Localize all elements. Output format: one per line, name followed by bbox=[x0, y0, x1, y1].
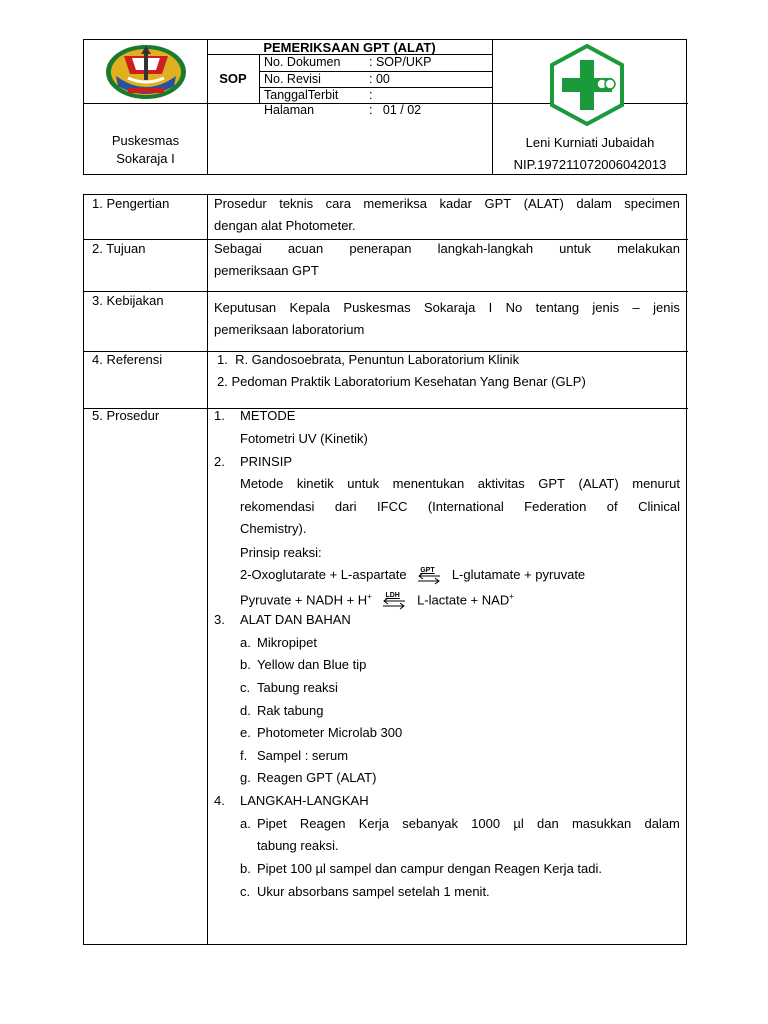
equilibrium-arrow-icon bbox=[416, 566, 442, 583]
langkah-title: LANGKAH-LANGKAH bbox=[240, 793, 369, 808]
word: µl bbox=[513, 816, 524, 831]
langkah-c: Ukur absorbans sampel setelah 1 menit. bbox=[257, 884, 490, 899]
word: aktivitas bbox=[477, 476, 525, 491]
list-item: Reagen GPT (ALAT) bbox=[257, 770, 377, 785]
reaction-label: Prinsip reaksi: bbox=[240, 545, 322, 560]
kebijakan-line-2: pemeriksaan laboratorium bbox=[214, 322, 365, 337]
word: masukkan bbox=[571, 816, 632, 831]
meta-key-revisi: No. Revisi bbox=[264, 72, 321, 86]
meta-value-dokumen: : SOP/UKP bbox=[369, 55, 432, 69]
section-label-kebijakan: 3. Kebijakan bbox=[92, 293, 164, 308]
divider bbox=[84, 408, 688, 409]
word: kinetik bbox=[296, 476, 334, 491]
meta-value-halaman: : 01 / 02 bbox=[369, 103, 422, 117]
word: melakukan bbox=[617, 241, 680, 256]
word: Keputusan bbox=[214, 300, 277, 315]
word: Clinical bbox=[638, 499, 680, 514]
divider bbox=[84, 291, 688, 292]
meta-key: No. Dokumen bbox=[264, 55, 341, 69]
meta-row-dokumen bbox=[264, 55, 340, 70]
list-marker: 4. bbox=[214, 793, 225, 808]
prinsip-line-1 bbox=[240, 476, 680, 492]
word: IFCC bbox=[377, 499, 408, 514]
word: (International bbox=[427, 499, 504, 514]
equilibrium-arrow-icon bbox=[381, 591, 407, 608]
header-table bbox=[83, 39, 687, 175]
arrow-icon bbox=[416, 571, 442, 585]
word: acuan bbox=[287, 241, 324, 256]
word: dalam bbox=[576, 196, 612, 211]
word: cara bbox=[325, 196, 351, 211]
list-item: Photometer Microlab 300 bbox=[257, 725, 403, 740]
word: GPT bbox=[484, 196, 512, 211]
word: dari bbox=[334, 499, 357, 514]
puskesmas-logo bbox=[544, 42, 630, 128]
reactants: 2-Oxoglutarate + L-aspartate bbox=[240, 567, 407, 582]
word: jenis bbox=[592, 300, 620, 315]
word: Puskesmas bbox=[343, 300, 411, 315]
word: (ALAT) bbox=[523, 196, 564, 211]
word: penerapan bbox=[349, 241, 412, 256]
meta-key-terbit: TanggalTerbit bbox=[264, 88, 339, 102]
list-marker: a. bbox=[240, 635, 251, 650]
products: L-glutamate + pyruvate bbox=[451, 567, 586, 582]
reaction-equation-2 bbox=[240, 589, 514, 608]
section-label-prosedur: 5. Prosedur bbox=[92, 408, 160, 423]
alat-title: ALAT DAN BAHAN bbox=[240, 612, 351, 627]
superscript: + bbox=[367, 592, 372, 601]
word: langkah-langkah bbox=[437, 241, 534, 256]
list-marker: c. bbox=[240, 884, 251, 899]
meta-value-revisi: : 00 bbox=[369, 72, 390, 86]
list-marker: a. bbox=[240, 816, 251, 831]
section-label-referensi: 4. Referensi bbox=[92, 352, 163, 367]
signer-block bbox=[492, 132, 688, 176]
signer-nip: NIP.197211072006042013 bbox=[513, 157, 667, 172]
langkah-a-line-2: tabung reaksi. bbox=[257, 838, 339, 853]
word: tentang bbox=[535, 300, 580, 315]
list-item: Tabung reaksi bbox=[257, 680, 338, 695]
word: teknis bbox=[279, 196, 314, 211]
word: kadar bbox=[439, 196, 472, 211]
procedure-table bbox=[83, 194, 687, 945]
regency-emblem-logo bbox=[102, 42, 190, 102]
pengertian-line-2: dengan alat Photometer. bbox=[214, 218, 356, 233]
word: menentukan bbox=[392, 476, 465, 491]
word: – bbox=[632, 300, 640, 315]
list-item: Rak tabung bbox=[257, 703, 324, 718]
metode-title: METODE bbox=[240, 408, 296, 423]
word: Federation bbox=[524, 499, 587, 514]
tujuan-line-2: pemeriksaan GPT bbox=[214, 263, 319, 278]
prinsip-line-2 bbox=[240, 499, 680, 515]
divider bbox=[207, 195, 208, 944]
word: dalam bbox=[644, 816, 680, 831]
word: I bbox=[488, 300, 493, 315]
reference-item: 1. R. Gandosoebrata, Penuntun Laboratorium Klinik bbox=[217, 352, 520, 367]
signer-name: Leni Kurniati Jubaidah bbox=[525, 135, 655, 150]
word: menurut bbox=[632, 476, 680, 491]
langkah-a-line-1 bbox=[257, 816, 680, 832]
word: Kerja bbox=[358, 816, 390, 831]
word: (ALAT) bbox=[578, 476, 619, 491]
list-marker: b. bbox=[240, 657, 251, 672]
list-marker: g. bbox=[240, 770, 251, 785]
list-marker: 2. bbox=[214, 454, 225, 469]
reference-item: 2. Pedoman Praktik Laboratorium Kesehatan Yang Benar (GLP) bbox=[217, 374, 586, 389]
kebijakan-line-1 bbox=[214, 300, 680, 316]
word: rekomendasi bbox=[240, 499, 315, 514]
list-marker: f. bbox=[240, 748, 248, 763]
enzyme-label: GPT bbox=[420, 566, 435, 574]
word: Prosedur bbox=[214, 196, 267, 211]
section-label-pengertian: 1. Pengertian bbox=[92, 196, 170, 211]
word: Metode bbox=[240, 476, 284, 491]
word: dan bbox=[537, 816, 559, 831]
word: jenis bbox=[653, 300, 680, 315]
list-marker: e. bbox=[240, 725, 251, 740]
list-marker: 1. bbox=[214, 408, 225, 423]
reactants: Pyruvate + NADH + H bbox=[240, 592, 368, 608]
document-title: PEMERIKSAAN GPT (ALAT) bbox=[263, 40, 436, 55]
arrow-icon bbox=[381, 596, 407, 610]
word: Pipet bbox=[257, 816, 287, 831]
word: GPT bbox=[538, 476, 565, 491]
list-marker: c. bbox=[240, 680, 251, 695]
word: Sokaraja bbox=[423, 300, 476, 315]
word: Reagen bbox=[299, 816, 346, 831]
word: of bbox=[606, 499, 618, 514]
metode-text: Fotometri UV (Kinetik) bbox=[240, 431, 368, 446]
word: sebanyak bbox=[402, 816, 458, 831]
word: Kepala bbox=[289, 300, 331, 315]
word: memeriksa bbox=[363, 196, 427, 211]
divider bbox=[84, 239, 688, 240]
word: untuk bbox=[347, 476, 380, 491]
institution-line: Sokaraja I bbox=[116, 151, 175, 166]
pengertian-line-1 bbox=[214, 196, 680, 212]
prinsip-title: PRINSIP bbox=[240, 454, 293, 469]
list-item: Sampel : serum bbox=[257, 748, 349, 763]
list-item: Mikropipet bbox=[257, 635, 317, 650]
list-marker: 3. bbox=[214, 612, 225, 627]
prinsip-line-3: Chemistry). bbox=[240, 521, 307, 536]
meta-key-halaman: Halaman bbox=[264, 103, 315, 117]
section-label-tujuan: 2. Tujuan bbox=[92, 241, 146, 256]
meta-value-terbit: : bbox=[369, 88, 373, 102]
divider bbox=[259, 54, 260, 103]
langkah-b: Pipet 100 µl sampel dan campur dengan Reagen Kerja tadi. bbox=[257, 861, 602, 876]
sop-label: SOP bbox=[219, 71, 247, 86]
reaction-equation-1 bbox=[240, 567, 585, 583]
word: untuk bbox=[559, 241, 591, 256]
institution-line: Puskesmas bbox=[111, 133, 180, 148]
list-marker: b. bbox=[240, 861, 251, 876]
products: L-lactate + NAD bbox=[417, 592, 510, 608]
enzyme-label: LDH bbox=[385, 591, 400, 599]
list-marker: d. bbox=[240, 703, 251, 718]
superscript: + bbox=[509, 592, 514, 601]
word: 1000 bbox=[471, 816, 501, 831]
tujuan-line-1 bbox=[214, 241, 680, 257]
institution-name bbox=[84, 132, 207, 168]
word: No bbox=[505, 300, 523, 315]
word: specimen bbox=[624, 196, 680, 211]
word: Sebagai bbox=[214, 241, 262, 256]
list-item: Yellow dan Blue tip bbox=[257, 657, 367, 672]
